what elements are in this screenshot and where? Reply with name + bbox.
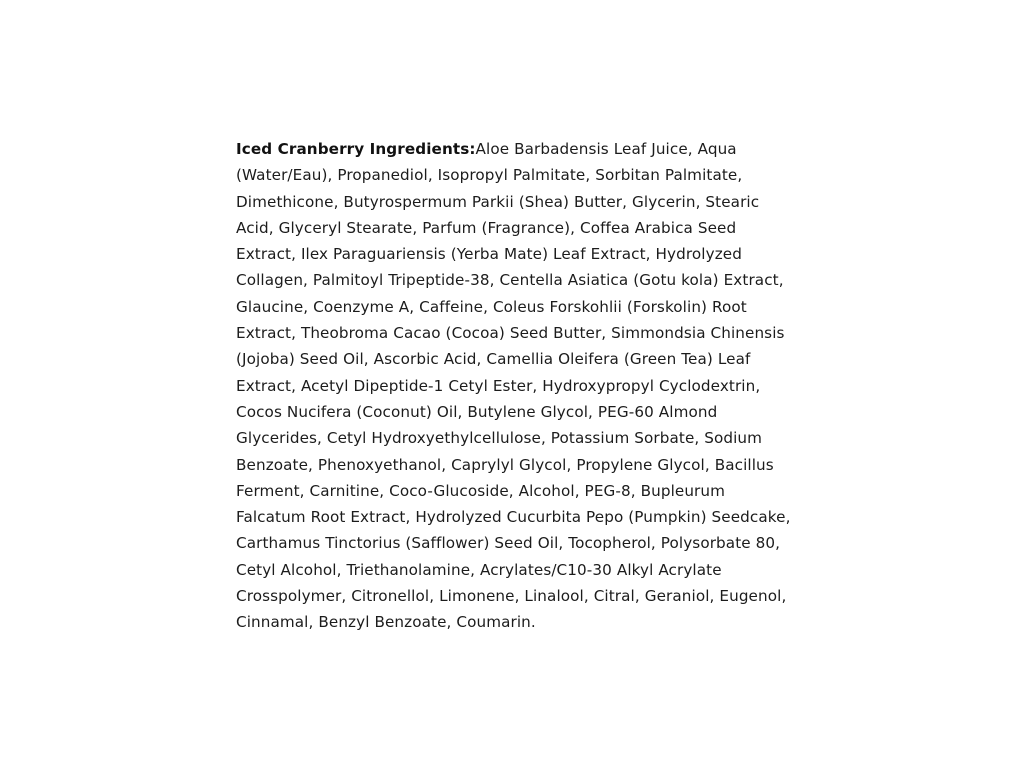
ingredients-heading: Iced Cranberry Ingredients:	[236, 140, 476, 158]
ingredients-paragraph	[236, 136, 792, 636]
ingredients-list-text: Aloe Barbadensis Leaf Juice, Aqua (Water/Eau), Propanediol, Isopropyl Palmitate, Sorbitan Palmitate, Dimethicone, Butyrospermum Parkii (Shea) Butter, Glycerin, Stearic Acid, Glyceryl Stearate, Parfum (Fragrance), Coffea Arabica Seed Extract, Ilex Paraguariensis (Yerba Mate) Leaf Extract, Hydrolyzed Collagen, Palmitoyl Tripeptide-38, Centella Asiatica (Gotu kola) Extract, Glaucine, Coenzyme A, Caffeine, Coleus Forskohlii (Forskolin) Root Extract, Theobroma Cacao (Cocoa) Seed Butter, Simmondsia Chinensis (Jojoba) Seed Oil, Ascorbic Acid, Camellia Oleifera (Green Tea) Leaf Extract, Acetyl Dipeptide-1 Cetyl Ester, Hydroxypropyl Cyclodextrin, Cocos Nucifera (Coconut) Oil, Butylene Glycol, PEG-60 Almond Glycerides, Cetyl Hydroxyethylcellulose, Potassium Sorbate, Sodium Benzoate, Phenoxyethanol, Caprylyl Glycol, Propylene Glycol, Bacillus Ferment, Carnitine, Coco-Glucoside, Alcohol, PEG-8, Bupleurum Falcatum Root Extract, Hydrolyzed Cucurbita Pepo (Pumpkin) Seedcake, Carthamus Tinctorius (Safflower) Seed Oil, Tocopherol, Polysorbate 80, Cetyl Alcohol, Triethanolamine, Acrylates/C10-30 Alkyl Acrylate Crosspolymer, Citronellol, Limonene, Linalool, Citral, Geraniol, Eugenol, Cinnamal, Benzyl Benzoate, Coumarin.	[236, 140, 791, 632]
